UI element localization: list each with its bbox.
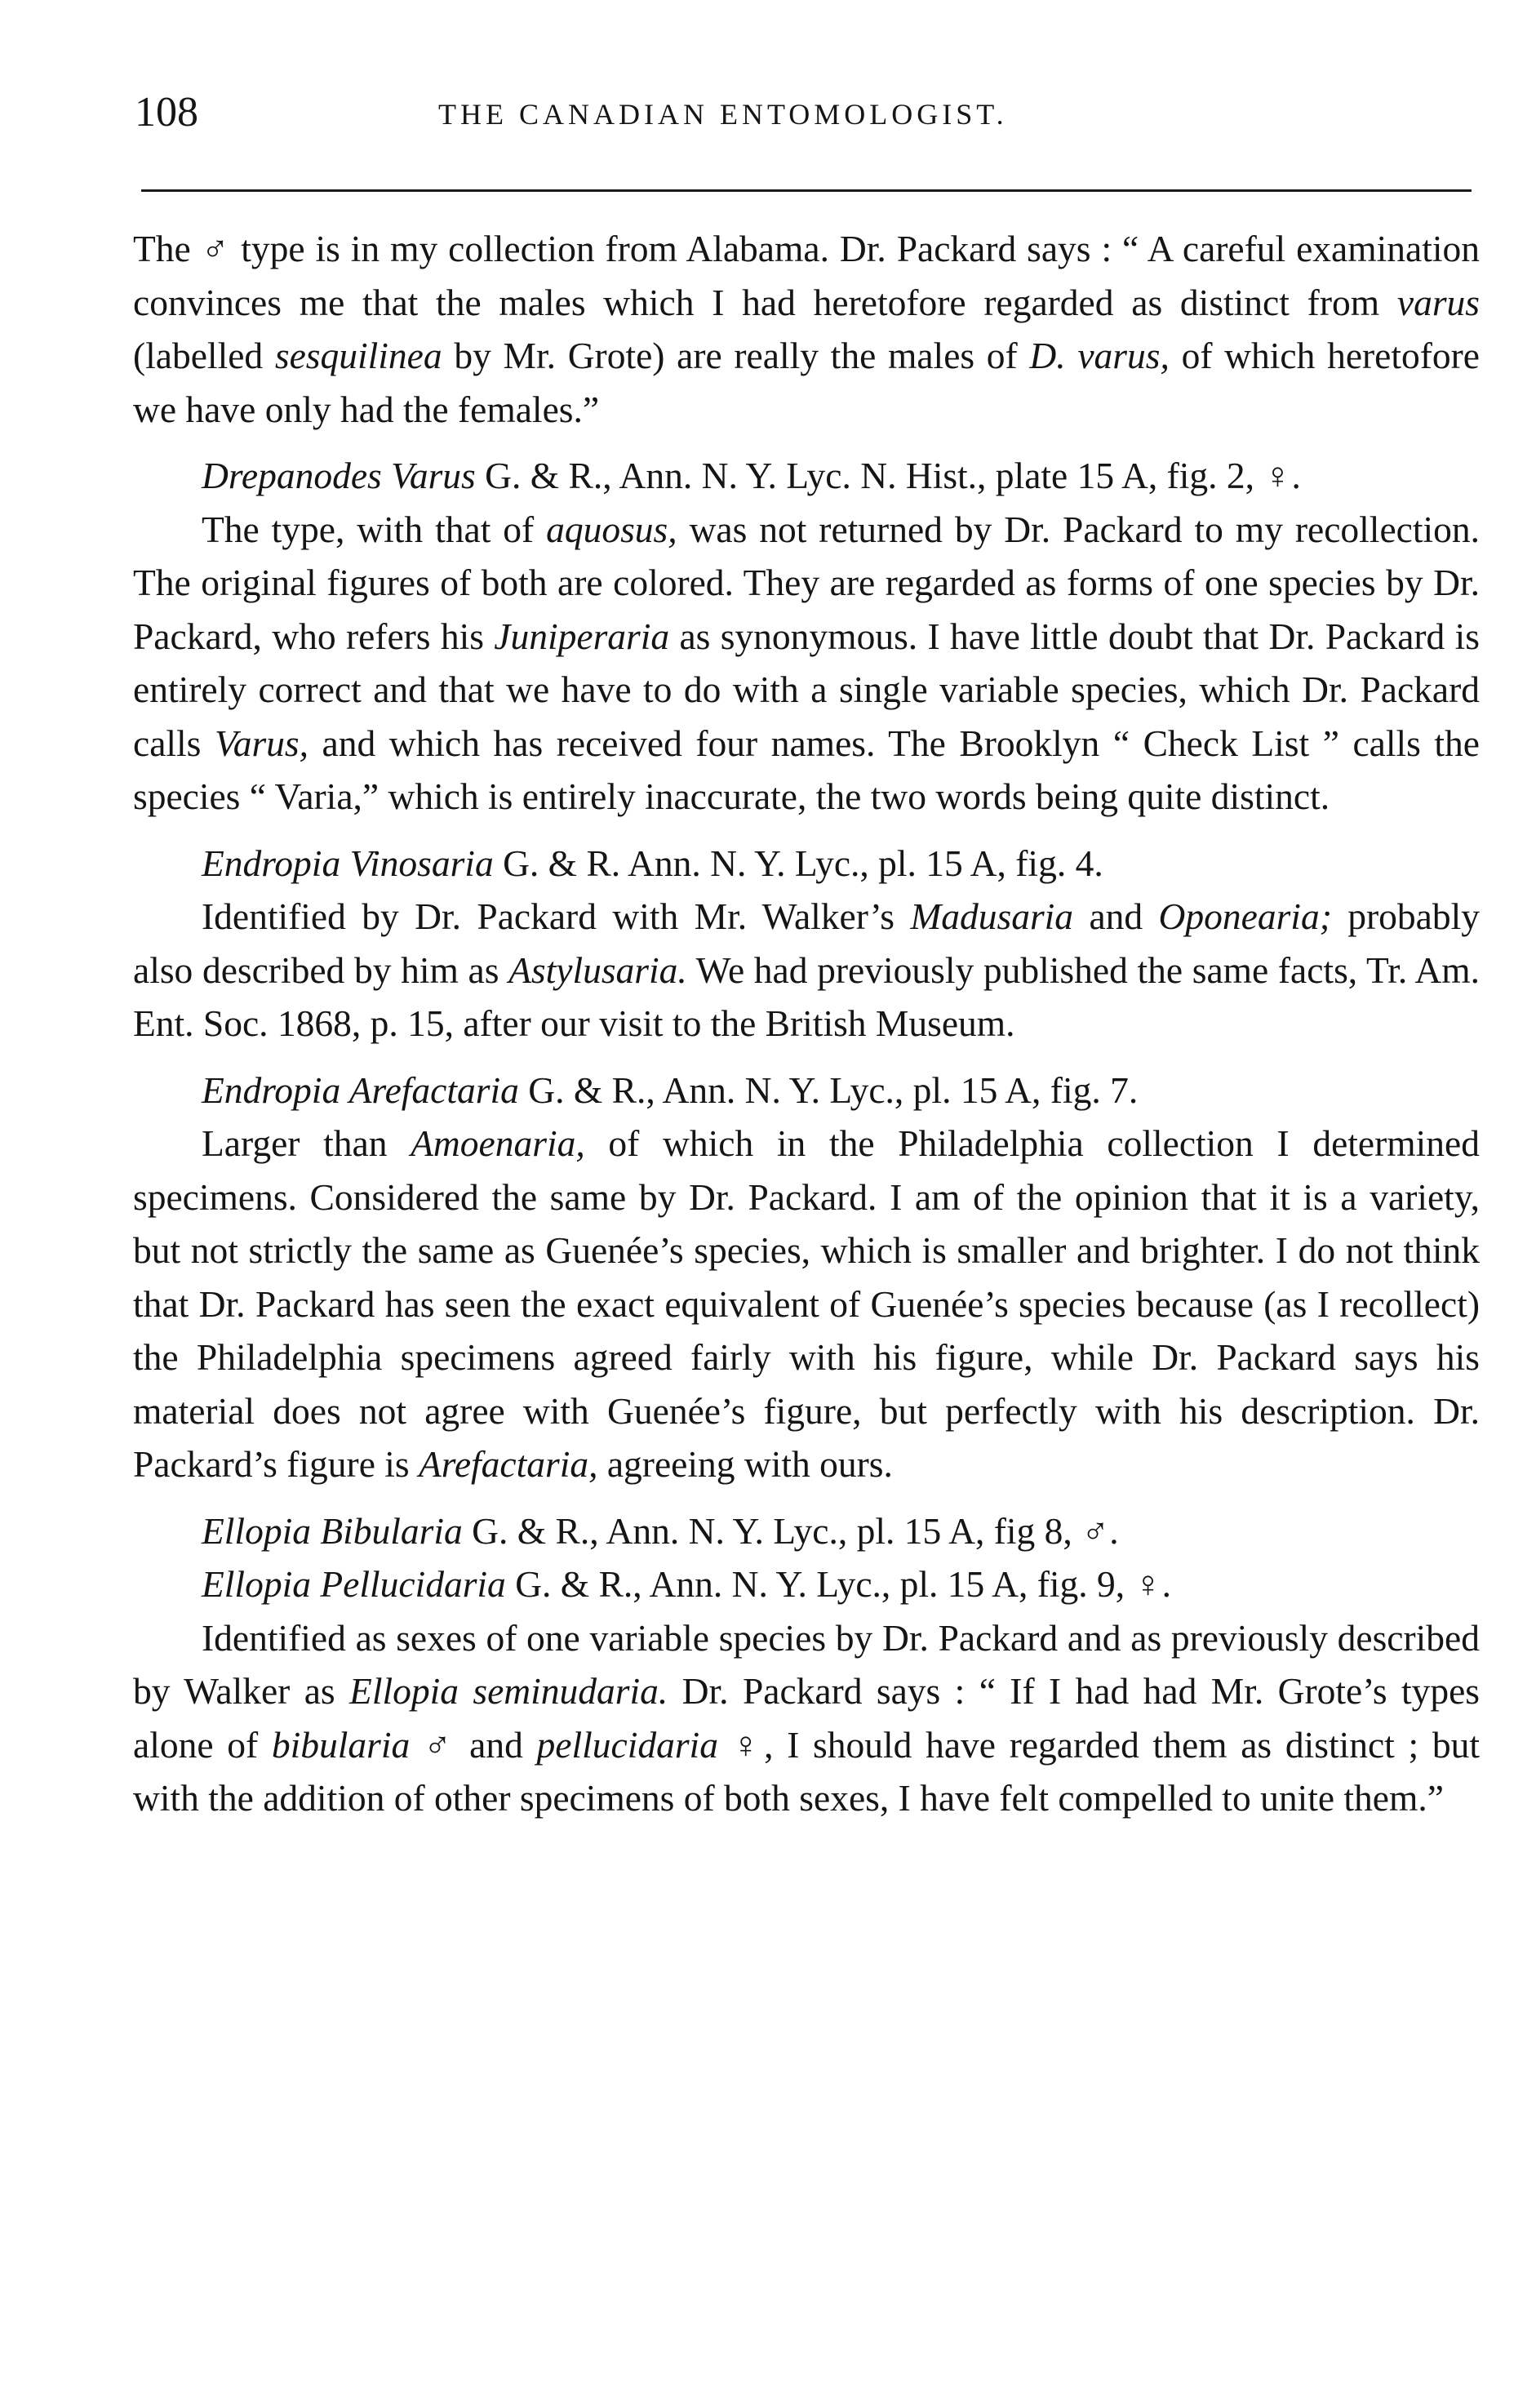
text-run: G. & R., Ann. N. Y. Lyc., pl. 15 A, fig 8, ♂.	[462, 1509, 1119, 1552]
italic-text: Juniperaria	[494, 615, 670, 657]
italic-text: Madusaria	[910, 895, 1074, 937]
text-run: The type, with that of	[202, 508, 547, 550]
journal-page	[133, 82, 1481, 1819]
text-run: We had previously published the same facts, Tr. Am. Ent. Soc. 1868, p. 15, after our visit to the British Museum.	[133, 949, 1480, 1044]
text-run: Larger than	[202, 1122, 411, 1164]
italic-text: Varus,	[214, 722, 309, 764]
text-run: ♂ and	[410, 1723, 537, 1766]
text-run: agreeing with ours.	[597, 1443, 893, 1485]
text-run: Dr. Packard says : “ If I had had Mr. Grote’s types alone of	[133, 1670, 1481, 1766]
italic-text: Drepanodes Varus	[202, 455, 476, 496]
paragraph	[133, 503, 1480, 824]
journal-title: THE CANADIAN ENTOMOLOGIST.	[438, 98, 1008, 131]
italic-text: Ellopia Pellucidaria	[202, 1563, 506, 1605]
paragraph	[133, 890, 1480, 1051]
italic-text: Ellopia Bibularia	[202, 1509, 463, 1552]
paragraph	[133, 837, 1480, 891]
italic-text: pellucidaria	[536, 1723, 718, 1766]
text-run: and	[1073, 895, 1159, 937]
italic-text: D. varus,	[1029, 335, 1170, 376]
text-run: G. & R., Ann. N. Y. Lyc. N. Hist., plate 15 A, fig. 2, ♀.	[475, 455, 1301, 496]
italic-text: Endropia Arefactaria	[202, 1068, 519, 1111]
italic-text: Endropia Vinosaria	[202, 842, 494, 884]
paragraph	[133, 1611, 1480, 1825]
text-run: as synonymous. I have little doubt that Dr. Packard is entirely correct and that we have to do with a single variable species, which Dr. Packard calls	[133, 615, 1480, 764]
text-run: probably also described by him as	[133, 895, 1480, 991]
text-run: G. & R. Ann. N. Y. Lyc., pl. 15 A, fig. 4.	[493, 842, 1103, 884]
italic-text: Amoenaria,	[411, 1122, 585, 1164]
running-head	[133, 82, 1480, 147]
italic-text: aquosus,	[546, 508, 677, 550]
text-run: of which in the Philadelphia collection I determined specimens. Considered the same by Dr. Packard. I am of the opinion that it is a variety, but not strictly the same as Guenée’s species, which is smaller and brighter. I do not think that Dr. Packard has seen the exact equivalent of Guenée’s species because (as I recollect) the Philadelphia specimens agreed fairly with his figure, while Dr. Packard says his material does not agree with Guenée’s figure, but perfectly with his description. Dr. Packard’s figure is	[133, 1122, 1480, 1485]
text-run: G. & R., Ann. N. Y. Lyc., pl. 15 A, fig. 9, ♀.	[505, 1563, 1172, 1605]
italic-text: varus	[1396, 281, 1480, 323]
text-run: of which heretofore we have only had the females.”	[133, 335, 1481, 430]
text-run: The ♂ type is in my collection from Alabama. Dr. Packard says : “ A careful examination convinces me that the males which I had heretofore regarded as distinct from	[133, 228, 1480, 323]
text-run: Identified as sexes of one variable species by Dr. Packard and as previously described by Walker as	[133, 1616, 1480, 1712]
text-run: Identified by Dr. Packard with Mr. Walker’s	[202, 895, 911, 937]
paragraph	[133, 449, 1480, 503]
italic-text: Oponearia;	[1158, 895, 1332, 937]
article-body	[133, 222, 1480, 1825]
paragraph	[133, 1064, 1480, 1117]
text-run: G. & R., Ann. N. Y. Lyc., pl. 15 A, fig. 7.	[518, 1068, 1139, 1111]
paragraph	[133, 1557, 1480, 1611]
text-run: by Mr. Grote) are really the males of	[442, 335, 1030, 376]
italic-text: sesquilinea	[274, 335, 442, 376]
text-run: ♀, I should have regarded them as distinct ; but with the addition of other specimens of both sexes, I have felt compelled to unite them.”	[133, 1723, 1481, 1819]
header-rule	[141, 189, 1472, 192]
page-number: 108	[135, 89, 198, 136]
paragraph	[133, 1504, 1480, 1558]
paragraph	[133, 222, 1480, 436]
paragraph	[133, 1117, 1480, 1491]
italic-text: Astylusaria.	[508, 949, 687, 991]
text-run: was not returned by Dr. Packard to my recollection. The original figures of both are colored. They are regarded as forms of one species by Dr. Packard, who refers his	[133, 508, 1480, 657]
text-run: and which has received four names. The Brooklyn “ Check List ” calls the species “ Varia,” which is entirely inaccurate, the two words being quite distinct.	[133, 722, 1480, 817]
italic-text: bibularia	[271, 1723, 411, 1766]
text-run: (labelled	[133, 335, 275, 376]
italic-text: Arefactaria,	[419, 1443, 598, 1485]
italic-text: Ellopia seminudaria.	[349, 1670, 668, 1712]
